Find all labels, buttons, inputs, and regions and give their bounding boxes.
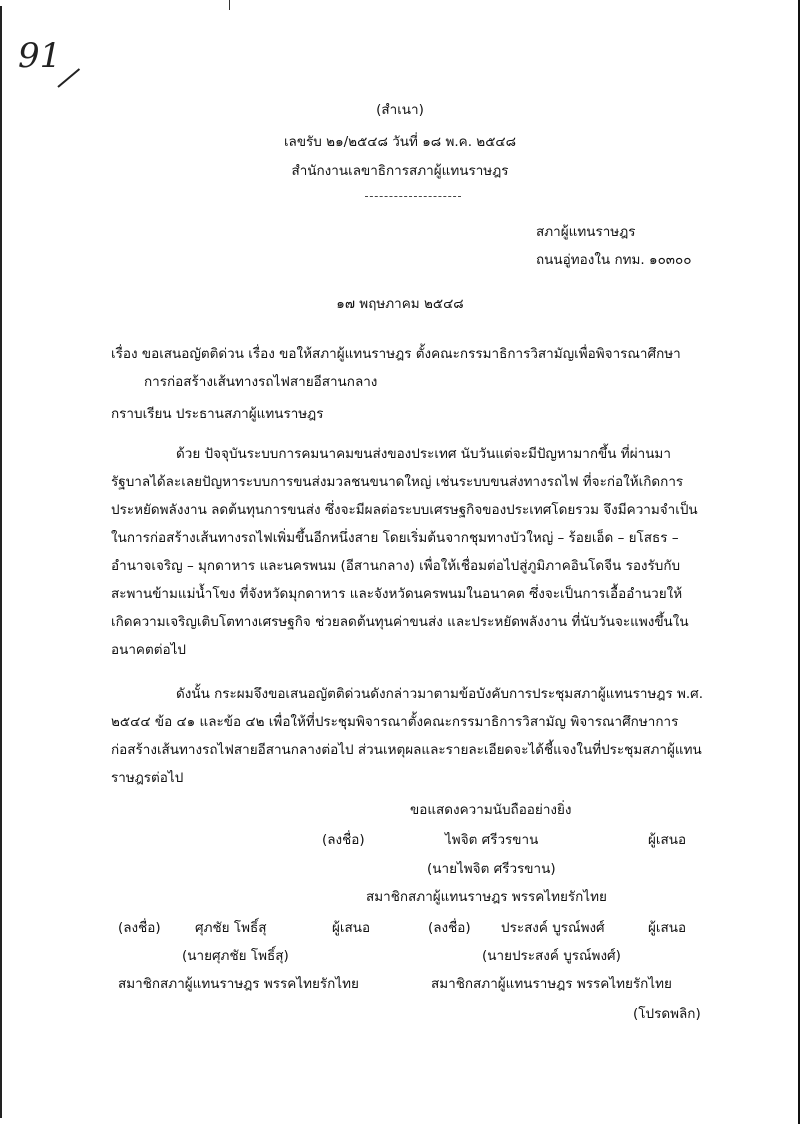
letter-date: ๑๗ พฤษภาคม ๒๕๔๘ [336, 296, 464, 312]
subject-line-2: การก่อสร้างเส้นทางรถไฟสายอีสานกลาง [144, 374, 378, 390]
copy-label: (สำเนา) [376, 102, 424, 118]
main-sign-label: (ลงชื่อ) [322, 832, 365, 848]
right-signature: ประสงค์ บูรณ์พงศ์ [501, 920, 605, 936]
main-position: สมาชิกสภาผู้แทนราษฎร พรรคไทยรักไทย [366, 889, 607, 905]
body-paragraph-1: ด้วย ปัจจุบันระบบการคมนาคมขนส่งของประเทศ นับวันแต่จะมีปัญหามากขึ้น ที่ผ่านมารัฐบาลได้ละเลยปัญหาระบบการขนส่งมวลชนขนาดใหญ่ เช่นระบบขนส่งทางรถไฟ ที่จะก่อให้เกิดการประหยัดพลังงาน ลดต้นทุนการขนส่ง ซึ่งจะมีผลต่อระบบเศรษฐกิจของประเทศโดยรวม จึงมีความจำเป็นในการก่อสร้างเส้นทางรถไฟเพิ่มขึ้นอีกหนึ่งสาย โดยเริ่มต้นจากชุมทางบัวใหญ่ – ร้อยเอ็ด – ยโสธร – อำนาจเจริญ – มุกดาหาร และนครพนม (อีสานกลาง) เพื่อให้เชื่อมต่อไปสู่ภูมิภาคอินโดจีน รองรับกับสะพานข้ามแม่น้ำโขง ที่จังหวัดมุกดาหาร และจังหวัดนครพนมในอนาคต ซึ่งจะเป็นการเอื้ออำนวยให้เกิดความเจริญเติบโตทางเศรษฐกิจ ช่วยลดต้นทุนค่าขนส่ง และประหยัดพลังงาน ที่นับวันจะแพงขึ้นในอนาคตต่อไป [111, 446, 698, 658]
left-position: สมาชิกสภาผู้แทนราษฎร พรรคไทยรักไทย [118, 976, 359, 992]
handwritten-page-number: 91 [18, 36, 62, 76]
please-turn-over: (โปรดพลิก) [633, 1006, 701, 1022]
office-name: สำนักงานเลขาธิการสภาผู้แทนราษฎร [291, 163, 509, 179]
right-name: (นายประสงค์ บูรณ์พงศ์) [482, 948, 621, 964]
salutation: กราบเรียน ประธานสภาผู้แทนราษฎร [111, 406, 324, 422]
top-scan-mark [229, 0, 230, 10]
right-sign-label: (ลงชื่อ) [428, 920, 471, 936]
left-signature: ศุภชัย โพธิ์สุ [195, 920, 267, 936]
main-name: (นายไพจิต ศรีวรขาน) [427, 861, 556, 877]
right-position: สมาชิกสภาผู้แทนราษฎร พรรคไทยรักไทย [431, 976, 672, 992]
body-paragraph-2: ดังนั้น กระผมจึงขอเสนอญัตติด่วนดังกล่าวมาตามข้อบังคับการประชุมสภาผู้แทนราษฎร พ.ศ. ๒๕๔๔ ข้อ ๔๑ และข้อ ๔๒ เพื่อให้ที่ประชุมพิจารณาตั้งคณะกรรมาธิการวิสามัญ พิจารณาศึกษาการก่อสร้างเส้นทางรถไฟสายอีสานกลางต่อไป ส่วนเหตุผลและรายละเอียดจะได้ชี้แจงในที่ประชุมสภาผู้แทนราษฎรต่อไป [111, 686, 704, 786]
main-role: ผู้เสนอ [648, 832, 687, 848]
left-sign-label: (ลงชื่อ) [118, 920, 161, 936]
address-line-2: ถนนอู่ทองใน กทม. ๑๐๓๐๐ [536, 252, 692, 268]
main-signature: ไพจิต ศรีวรขาน [445, 832, 539, 848]
left-name: (นายศุภชัย โพธิ์สุ) [182, 948, 289, 964]
subject-line-1: เรื่อง ขอเสนอญัตติด่วน เรื่อง ขอให้สภาผู้แทนราษฎร ตั้งคณะกรรมาธิการวิสามัญเพื่อพิจารณาศึกษา [111, 346, 681, 362]
closing: ขอแสดงความนับถืออย่างยิ่ง [410, 802, 572, 818]
address-line-1: สภาผู้แทนราษฎร [536, 224, 636, 240]
receipt-line: เลขรับ ๒๑/๒๕๔๘ วันที่ ๑๘ พ.ค. ๒๕๔๘ [283, 134, 517, 150]
header-divider [365, 196, 461, 197]
right-role: ผู้เสนอ [648, 920, 687, 936]
left-role: ผู้เสนอ [332, 920, 371, 936]
